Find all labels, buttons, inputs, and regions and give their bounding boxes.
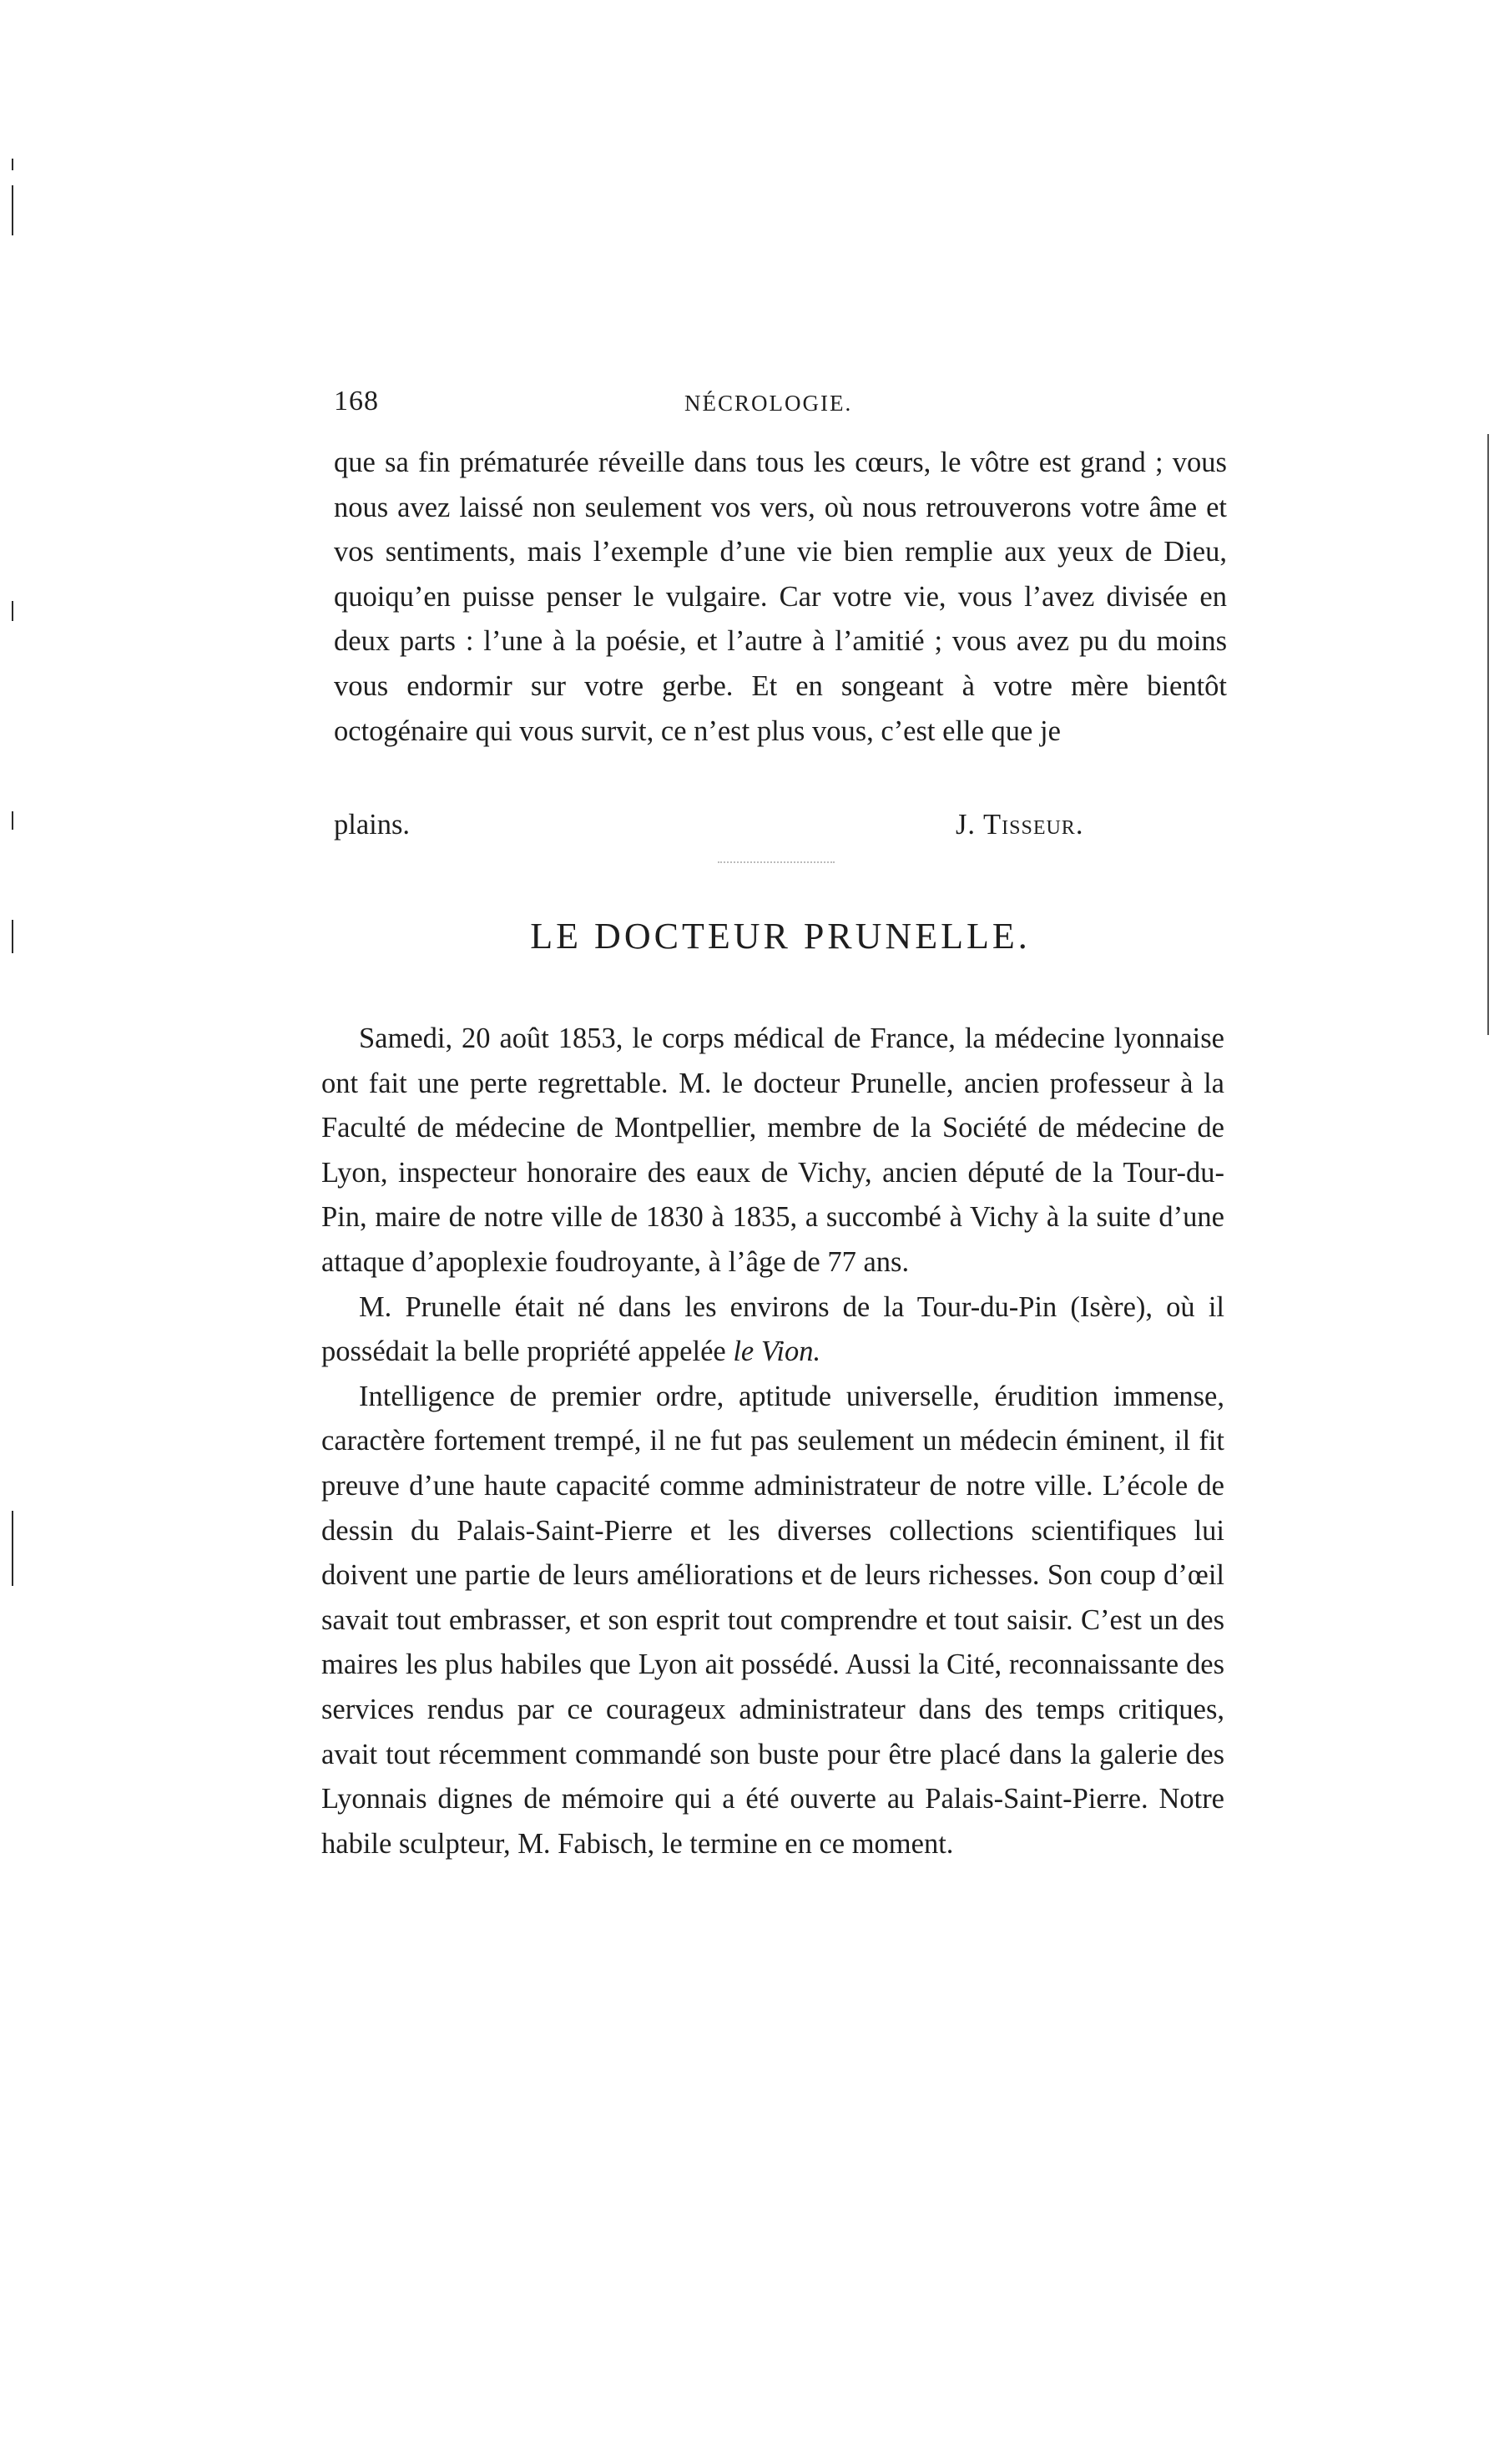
- article-paragraph-1: Samedi, 20 août 1853, le corps médical de France, la médecine lyonnaise ont fait une perte regrettable. M. le docteur Prunelle, ancien professeur à la Faculté de médecine de Montpellier, membre de la Société de médecine de Lyon, inspecteur honoraire des eaux de Vichy, ancien député de la Tour-du-Pin, maire de notre ville de 1830 à 1835, a succombé à Vichy à la suite d’une attaque d’apoplexie foudroyante, à l’âge de 77 ans.: [321, 1022, 1224, 1278]
- author-signature: J. Tisseur.: [956, 809, 1084, 841]
- scan-edge-mark: [12, 1511, 13, 1586]
- scan-edge-mark: [12, 601, 13, 621]
- scan-edge-mark: [12, 159, 13, 170]
- closing-word: plains.: [334, 809, 411, 841]
- page-number: 168: [334, 386, 379, 417]
- running-head-title: NÉCROLOGIE.: [684, 391, 853, 416]
- scan-edge-mark: [12, 920, 13, 953]
- article-paragraph-2: [321, 1285, 1224, 1375]
- separator: [718, 861, 835, 863]
- scan-edge-mark: [12, 185, 13, 235]
- estate-name: le Vion.: [733, 1336, 821, 1368]
- section-title: LE DOCTEUR PRUNELLE.: [530, 916, 1031, 957]
- article-body: [321, 1017, 1224, 1866]
- running-head: [334, 386, 1202, 427]
- tribute-paragraph: que sa fin prématurée réveille dans tous les cœurs, le vôtre est grand ; vous nous avez laissé non seulement vos vers, où nous retrouverons votre âme et vos sentiments, mais l’exemple d’une vie bien remplie aux yeux de Dieu, quoiqu’en puisse penser le vulgaire. Car votre vie, vous l’avez divisée en deux parts : l’une à la poésie, et l’autre à l’amitié ; vous avez pu du moins vous endormir sur votre gerbe. Et en songeant à votre mère bientôt octogénaire qui vous survit, ce n’est plus vous, c’est elle que je: [334, 447, 1227, 747]
- paragraph-2-text: M. Prunelle était né dans les environs de la Tour-du-Pin (Isère), où il possédait la belle propriété appelée: [321, 1290, 1224, 1368]
- scan-edge-mark: [12, 811, 13, 830]
- article-paragraph-3: Intelligence de premier ordre, aptitude universelle, érudition immense, caractère fortement trempé, il ne fut pas seulement un médecin éminent, il fit preuve d’une haute capacité comme administrateur de notre ville. L’école de dessin du Palais-Saint-Pierre et les diverses collections scientifiques lui doivent une partie de leurs améliorations et de leurs richesses. Son coup d’œil savait tout embrasser, et son esprit tout comprendre et tout saisir. C’est un des maires les plus habiles que Lyon ait possédé. Aussi la Cité, reconnaissante des services rendus par ce courageux administrateur dans des temps critiques, avait tout récemment commandé son buste pour être placé dans la galerie des Lyonnais dignes de mémoire qui a été ouverte au Palais-Saint-Pierre. Notre habile sculpteur, M. Fabisch, le termine en ce moment.: [321, 1380, 1224, 1860]
- signature-line: [334, 802, 1227, 847]
- scan-right-rule: [1487, 434, 1489, 1035]
